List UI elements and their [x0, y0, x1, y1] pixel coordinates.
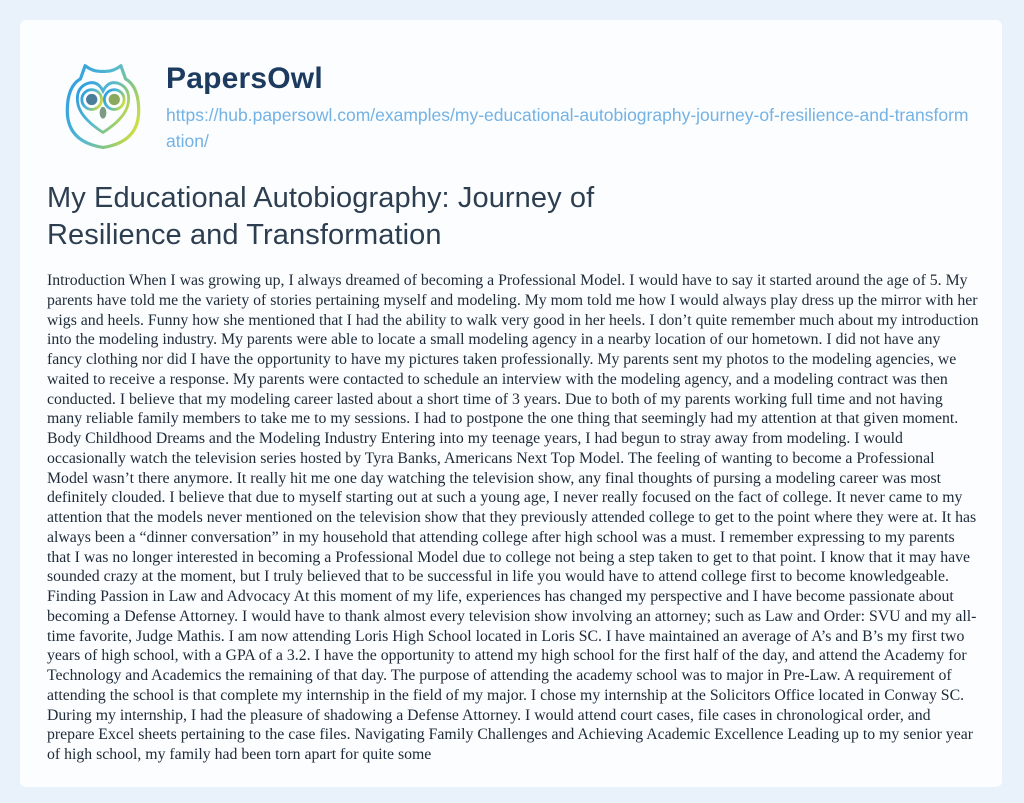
article-body: Introduction When I was growing up, I always dreamed of becoming a Professional Model. I would have to say it started around the age of 5. My parents have told me the variety of stories pertaining myself and modeling. My mom told me how I would always play dress up the mirror with her wigs and heels. Funny how she mentioned that I had the ability to walk very good in her heels. I don’t quite remember much about my introduction into the modeling industry. My parents were able to locate a small modeling agency in a nearby location of our hometown. I did not have any fancy clothing nor did I have the opportunity to have my pictures taken professionally. My parents sent my photos to the modeling agencies, we waited to receive a response. My parents were contacted to schedule an interview with the modeling agency, and a modeling contract was then conducted. I believe that my modeling career lasted about a short time of 3 years. Due to both of my parents working full time and not having many reliable family members to take me to my sessions. I had to postpone the one thing that seemingly had my attention at that given moment. Body Childhood Dreams and the Modeling Industry Entering into my teenage years, I had begun to stray away from modeling. I would occasionally watch the television series hosted by Tyra Banks, Americans Next Top Model. The feeling of wanting to become a Professional Model wasn’t there anymore. It really hit me one day watching the television show, any final thoughts of pursing a modeling career was most definitely clouded. I believe that due to myself starting out at such a young age, I never really focused on the fact of college. It never came to my attention that the models never mentioned on the television show that they previously attended college to get to the point where they were at. It has always been a “dinner conversation” in my household that attending college after high school was a must. I remember expressing to my parents that I was no longer interested in becoming a Professional Model due to college not being a step taken to get to that point. I know that it may have sounded crazy at the moment, but I truly believed that to be successful in life you would have to attend college first to become knowledgeable. Finding Passion in Law and Advocacy At this moment of my life, experiences has changed my perspective and I have become passionate about becoming a Defense Attorney. I would have to thank almost every television show involving an attorney; such as Law and Order: SVU and my all-time favorite, Judge Mathis. I am now attending Loris High School located in Loris SC. I have maintained an average of A’s and B’s my first two years of high school, with a GPA of a 3.2. I have the opportunity to attend my high school for the first half of the day, and attend the Academy for Technology and Academics the remaining of that day. The purpose of attending the academy school was to major in Pre-Law. A requirement of attending the school is that complete my internship in the field of my major. I chose my internship at the Solicitors Office located in Conway SC. During my internship, I had the pleasure of shadowing a Defense Attorney. I would attend court cases, file cases in chronological order, and prepare Excel sheets pertaining to the case files. Navigating Family Challenges and Achieving Academic Excellence Leading up to my senior year of high school, my family had been torn apart for quite some — [47, 272, 979, 763]
header-text-block — [166, 58, 976, 154]
owl-icon — [56, 145, 150, 162]
document-header — [56, 58, 1002, 158]
article-title: My Educational Autobiography: Journey of Resilience and Transformation — [47, 182, 595, 251]
brand-name: PapersOwl — [166, 62, 323, 95]
source-url-link[interactable]: https://hub.papersowl.com/examples/my-educational-autobiography-journey-of-resilience-and-transformation/ — [166, 105, 969, 151]
papersowl-logo — [56, 58, 150, 158]
document-card — [20, 20, 1002, 787]
